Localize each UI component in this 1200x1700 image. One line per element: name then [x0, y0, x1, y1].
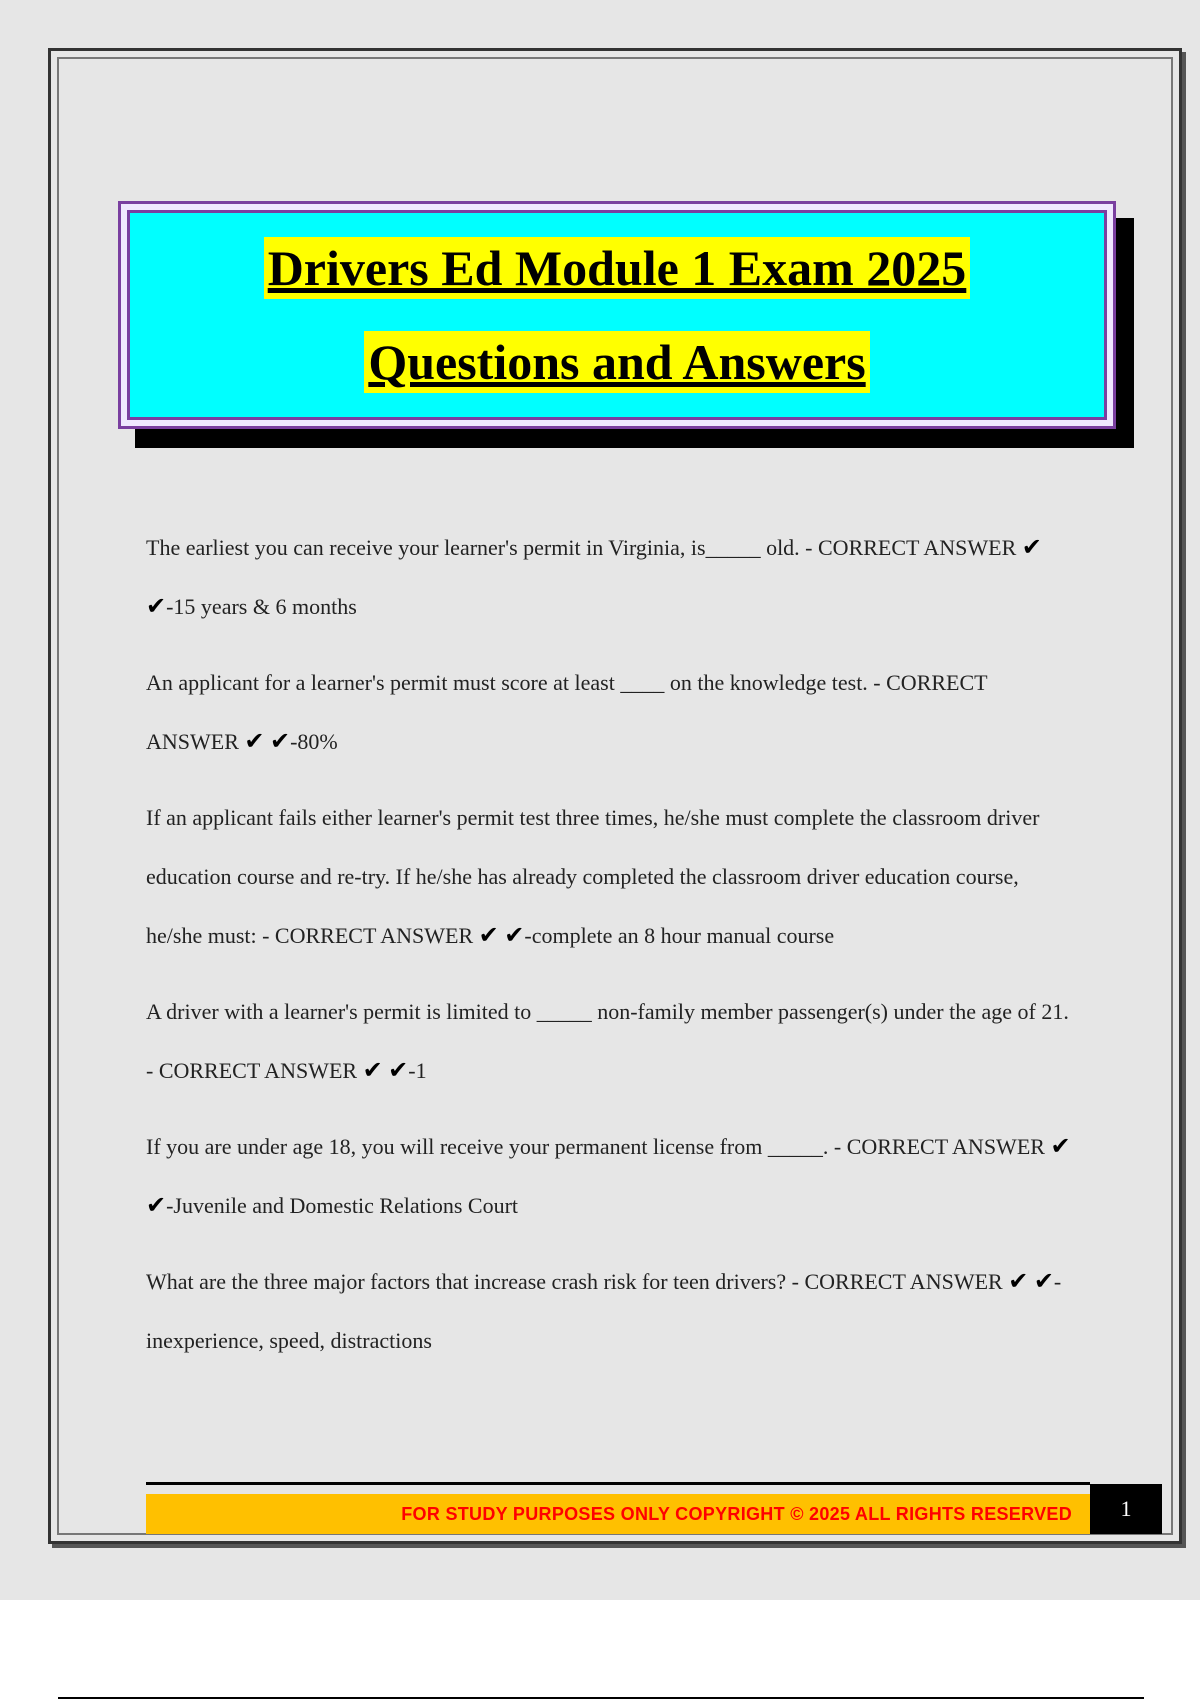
document-title-line-2: Questions and Answers [364, 331, 869, 393]
footer-rule [146, 1482, 1090, 1485]
qa-list [146, 518, 1076, 1387]
qa-item [146, 982, 1076, 1100]
check-icon: ✔ [146, 1191, 167, 1219]
title-box [118, 201, 1116, 429]
check-icon: ✔ [1008, 1267, 1029, 1295]
qa-item [146, 1252, 1076, 1370]
document-title-line-1: Drivers Ed Module 1 Exam 2025 [264, 237, 971, 299]
check-icon: ✔ [244, 727, 265, 755]
question-text: If you are under age 18, you will receive your permanent license from _____. - CORRECT ANSWER [146, 1134, 1045, 1159]
check-icon: ✔ [388, 1056, 409, 1084]
question-text: What are the three major factors that increase crash risk for teen drivers? - CORRECT ANSWER [146, 1269, 1003, 1294]
qa-item [146, 788, 1076, 965]
answer-text: -1 [408, 1058, 427, 1083]
bottom-divider [58, 1697, 1144, 1699]
check-icon: ✔ [478, 921, 499, 949]
qa-item [146, 518, 1076, 636]
page-number: 1 [1090, 1484, 1162, 1534]
check-icon: ✔ [504, 921, 525, 949]
qa-item [146, 1117, 1076, 1235]
footer-bar [146, 1494, 1090, 1534]
check-icon: ✔ [270, 727, 291, 755]
question-text: An applicant for a learner's permit must score at least ____ on the knowledge test. - CORRECT ANSWER [146, 670, 988, 754]
copyright-notice: FOR STUDY PURPOSES ONLY COPYRIGHT © 2025 ALL RIGHTS RESERVED [401, 1503, 1072, 1524]
check-icon: ✔ [146, 592, 167, 620]
question-text: A driver with a learner's permit is limited to _____ non-family member passenger(s) under the age of 21. - CORRECT ANSWER [146, 999, 1069, 1083]
check-icon: ✔ [362, 1056, 383, 1084]
answer-text: -15 years & 6 months [166, 594, 357, 619]
answer-text: -inexperience, speed, distractions [146, 1269, 1062, 1353]
answer-text: -80% [290, 729, 338, 754]
title-box-inner [127, 210, 1107, 420]
check-icon: ✔ [1050, 1132, 1071, 1160]
answer-text: -Juvenile and Domestic Relations Court [166, 1193, 519, 1218]
check-icon: ✔ [1021, 533, 1042, 561]
question-text: The earliest you can receive your learner's permit in Virginia, is_____ old. - CORRECT ANSWER [146, 535, 1017, 560]
question-text: If an applicant fails either learner's permit test three times, he/she must complete the classroom driver education course and re-try. If he/she has already completed the classroom driver education course, he/she must: - CORRECT ANSWER [146, 805, 1040, 948]
answer-text: -complete an 8 hour manual course [524, 923, 835, 948]
qa-item [146, 653, 1076, 771]
check-icon: ✔ [1033, 1267, 1054, 1295]
